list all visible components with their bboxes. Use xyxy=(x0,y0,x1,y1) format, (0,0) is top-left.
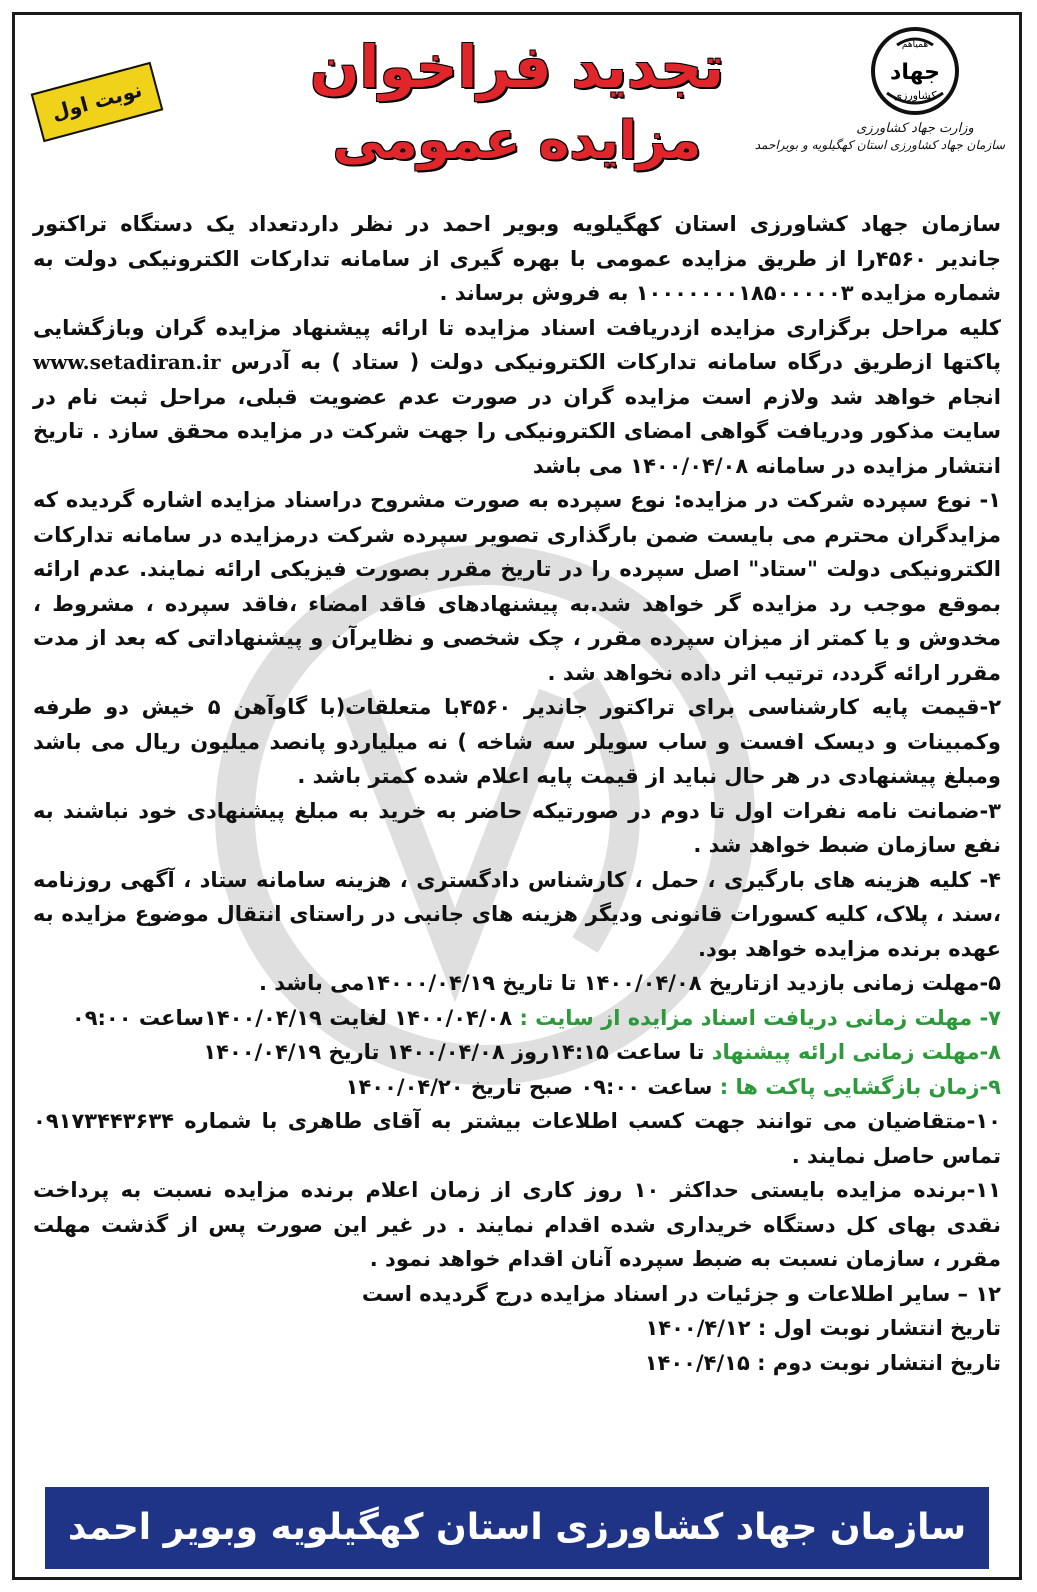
item-9-label: ۹-زمان بازگشایی پاکت ها : xyxy=(719,1074,1001,1099)
item-3-guarantee: ۳-ضمانت نامه نفرات اول تا دوم در صورتیکه حاضر به خرید به مبلغ پیشنهادی خود نباشند به نفع سازمان ضبط خواهد شد . xyxy=(33,798,1001,857)
notice-header xyxy=(15,15,1019,200)
item-9-opening-time xyxy=(33,1070,1001,1105)
notice-title-line2: مزایده عمومی xyxy=(332,111,702,171)
notice-title-line1: تجدید فراخوان xyxy=(309,33,725,101)
first-publication-badge: نوبت اول xyxy=(31,62,164,142)
intro-paragraph: سازمان جهاد کشاورزی استان کهگیلویه وبویر احمد در نظر داردتعداد یک دستگاه تراکتور جاندیر ۴۵۶۰را از طریق مزایده عمومی با بهره گیری از سامانه تدارکات الکترونیکی دولت به شماره مزایده ۱۰۰۰۰۰۰۰۱۸۵۰۰۰۰۰۳ به فروش برساند . xyxy=(33,212,1001,305)
procedure-text-after: انجام خواهد شد ولازم است مزایده گران در صورت عدم عضویت قبلی، مراحل ثبت نام در سایت مذکور ودریافت گواهی امضای الکترونیکی را جهت شرکت در مزایده محقق سازد . تاریخ انتشار مزایده در سامانه ۱۴۰۰/۰۴/۰۸ می باشد xyxy=(33,384,1001,478)
publication-date-1: تاریخ انتشار نوبت اول : ۱۴۰۰/۴/۱۲ xyxy=(645,1316,1001,1340)
logo-main-text: جهاد xyxy=(890,60,940,85)
footer-organization-banner: سازمان جهاد کشاورزی استان کهگیلویه وبویر احمد xyxy=(45,1487,989,1569)
item-5-visit-period: ۵-مهلت زمانی بازدید ازتاریخ ۱۴۰۰/۰۴/۰۸ تا تاریخ ۱۴۰۰۰/۰۴/۱۹می باشد . xyxy=(259,971,1001,995)
item-8-label: ۸-مهلت زمانی ارائه پیشنهاد xyxy=(711,1040,1001,1064)
notice-body xyxy=(33,207,1001,1380)
item-7-label: ۷- مهلت زمانی دریافت اسناد مزایده از سایت : xyxy=(519,1005,1001,1030)
item-12-other-info: ۱۲ – سایر اطلاعات و جزئیات در اسناد مزایده درج گردیده است xyxy=(361,1281,1001,1306)
website-link[interactable]: www.setadiran.ir xyxy=(33,350,221,374)
procedure-paragraph xyxy=(33,311,1001,484)
ministry-name: وزارت جهاد کشاورزی xyxy=(856,121,974,136)
item-9-value: ساعت ۰۹:۰۰ صبح تاریخ ۱۴۰۰/۰۴/۲۰ xyxy=(345,1074,713,1099)
publication-date-2: تاریخ انتشار نوبت دوم : ۱۴۰۰/۴/۱۵ xyxy=(644,1350,1001,1375)
procedure-text-before: کلیه مراحل برگزاری مزایده ازدریافت اسناد مزایده تا ارائه پیشنهاد مزایده گران وبازگشایی پاکتها ازطریق درگاه سامانه تدارکات الکترونیکی دولت ( ستاد ) به آدرس xyxy=(33,315,1002,374)
item-8-offer-deadline xyxy=(33,1035,1001,1070)
item-7-document-deadline xyxy=(33,1001,1001,1036)
notice-frame xyxy=(12,12,1022,1580)
organization-name: سازمان جهاد کشاورزی استان کهگیلویه و بویراحمد xyxy=(754,138,1005,152)
item-11-payment: ۱۱-برنده مزایده بایستی حداکثر ۱۰ روز کاری از زمان اعلام برنده مزایده نسبت به پرداخت نقدی بهای کل دستگاه خریداری شده اقدام نمایند . در غیر این صورت پس از گذشت مهلت مقرر ، سازمان نسبت به ضبط سپرده آنان اقدام خواهد نمود . xyxy=(33,1178,1001,1271)
logo-top-text: همیاهم xyxy=(901,40,929,50)
item-7-value: ۱۴۰۰/۰۴/۰۸ لغایت ۱۴۰۰/۰۴/۱۹ساعت ۰۹:۰۰ xyxy=(71,1005,513,1030)
logo-sub-text: کشاورزی xyxy=(893,89,937,102)
item-10-contact: ۱۰-متقاضیان می توانند جهت کسب اطلاعات بیشتر به آقای طاهری با شماره ۰۹۱۷۳۴۴۳۶۳۴ تماس حاصل نمایند . xyxy=(33,1109,1001,1168)
item-8-value: تا ساعت ۱۴:۱۵روز ۱۴۰۰/۰۴/۰۸ تاریخ ۱۴۰۰/۰۴/۱۹ xyxy=(203,1040,705,1064)
item-2-base-price: ۲-قیمت پایه کارشناسی برای تراکتور جاندیر ۴۵۶۰با متعلقات(با گاوآهن ۵ خیش دو طرفه وکمبینات و دیسک افست و ساب سویلر سه شاخه ) نه میلیاردو پانصد میلیون ریال می باشد ومبلغ پیشنهادی در هر حال نباید از قیمت پایه اعلام شده کمتر باشد . xyxy=(33,695,1002,788)
ministry-logo xyxy=(754,23,1005,193)
jahad-emblem-icon xyxy=(867,23,963,119)
item-1-deposit: ۱- نوع سپرده شرکت در مزایده: نوع سپرده به صورت مشروح دراسناد مزایده اشاره گردیده که مزایدگران محترم می بایست ضمن بارگذاری تصویر سپرده شرکت درمزایده در سامانه تدارکات الکترونیکی دولت "ستاد" اصل سپرده را در تاریخ مقرر بصورت فیزیکی ارائه نمایند. عدم ارائه بموقع موجب رد مزایده گر خواهد شد.به پیشنهادهای فاقد امضاء ،فاقد سپرده ، مشروط ، مخدوش و یا کمتر از میزان سپرده مقرر ، چک شخصی و نظایرآن و پیشنهاداتی که بعد از مدت مقرر ارائه گردد، ترتیب اثر داده نخواهد شد . xyxy=(33,488,1001,685)
item-4-costs: ۴- کلیه هزینه های بارگیری ، حمل ، کارشناس دادگستری ، هزینه سامانه ستاد ، آگهی روزنامه ،سند ، پلاک، کلیه کسورات قانونی ودیگر هزینه های جانبی در راستای انتقال موضوع مزایده به عهده برنده مزایده خواهد بود. xyxy=(33,867,1001,961)
